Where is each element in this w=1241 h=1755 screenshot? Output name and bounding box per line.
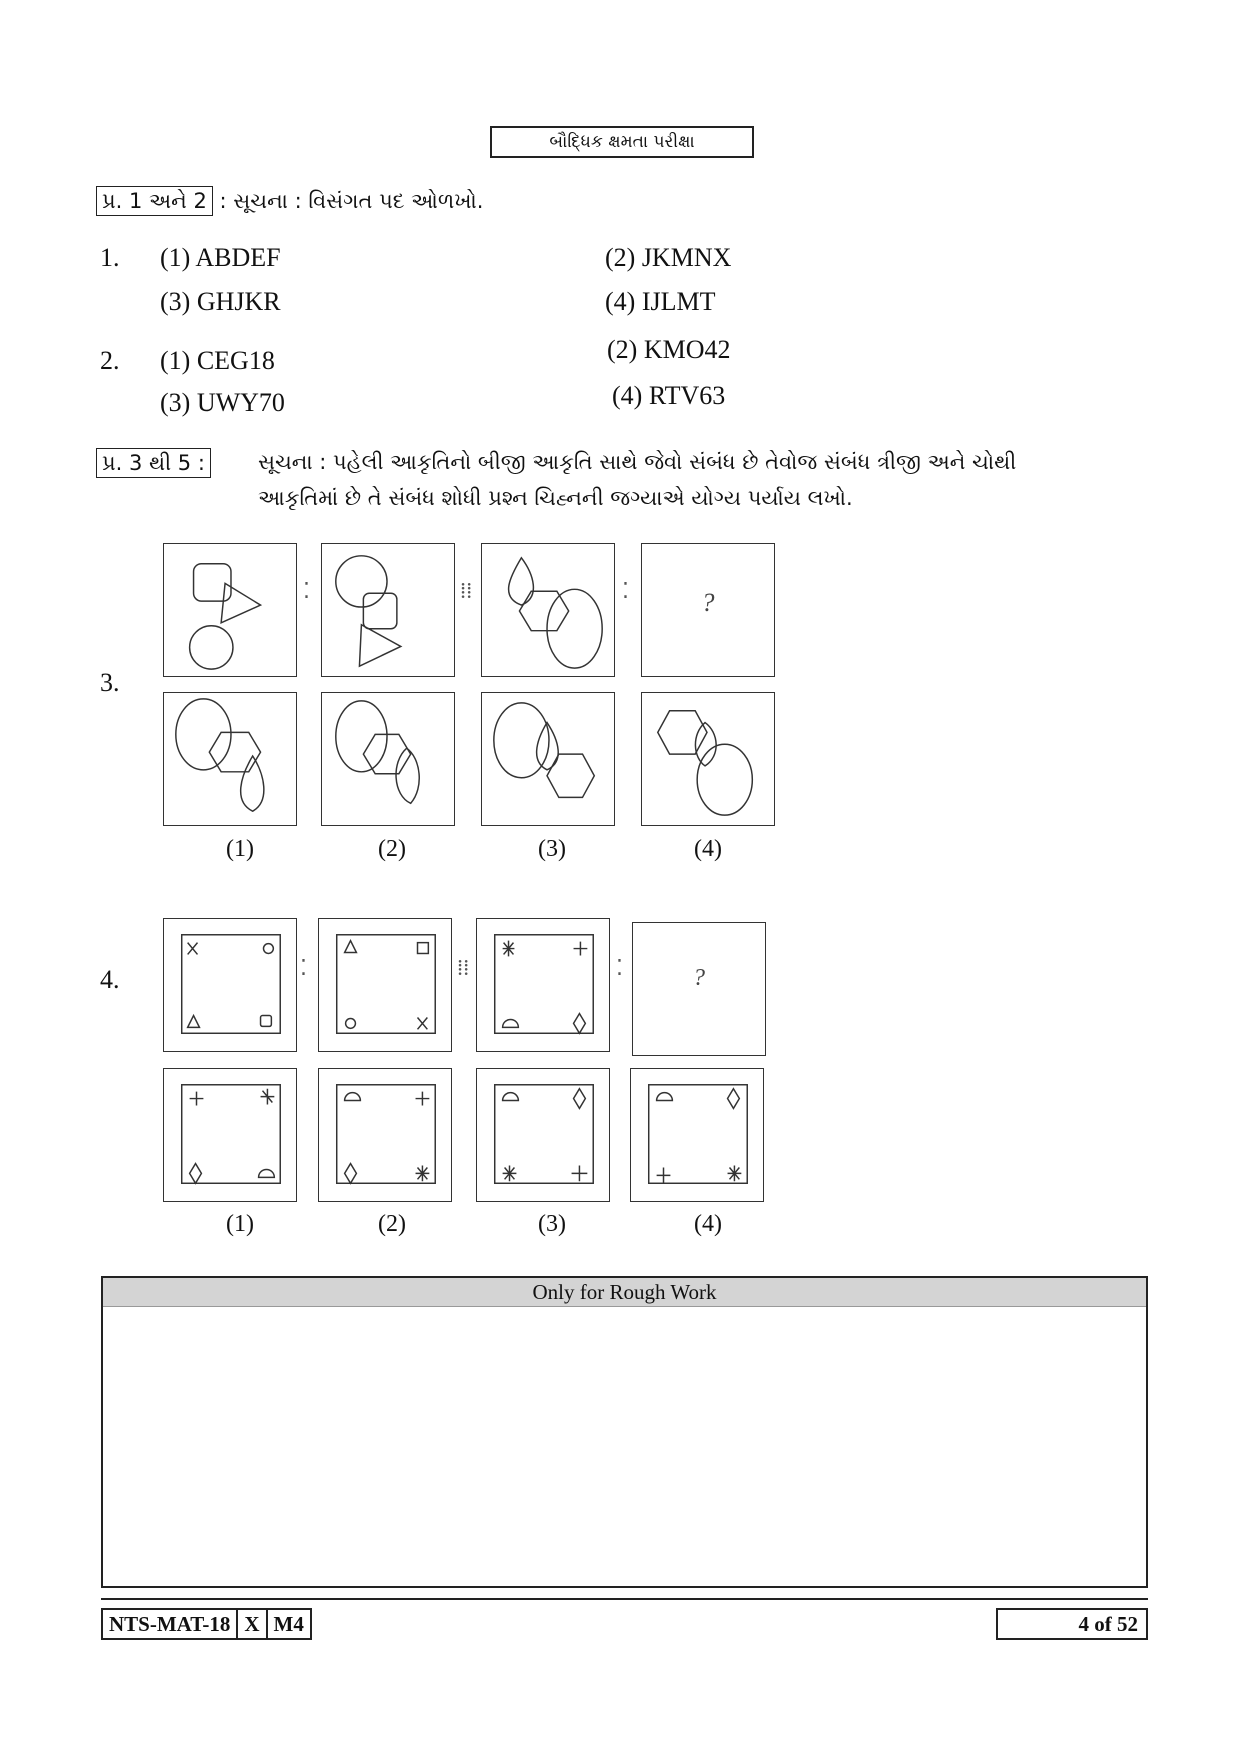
q4-problem-figure-4 [632, 922, 766, 1056]
q3-ratio-colon-2: ⁚ [622, 578, 629, 603]
footer-paper-code: NTS-MAT-18 [103, 1610, 238, 1638]
footer-rule [101, 1598, 1148, 1600]
q3-answer-figure-4[interactable] [641, 692, 775, 826]
q3-label-4: (4) [694, 836, 722, 862]
q4-label-2: (2) [378, 1211, 406, 1237]
q1-option-1: (1) ABDEF [160, 243, 281, 272]
q4-problem-figure-3 [476, 918, 610, 1052]
q1-option-4: (4) IJLMT [605, 287, 716, 316]
q3-problem-figure-2 [321, 543, 455, 677]
q4-ratio-colon-2: ⁚ [616, 955, 623, 980]
q3-answer-figure-2[interactable] [321, 692, 455, 826]
section2-tag: પ્ર. 3 થી 5 : [96, 448, 211, 478]
q4-answer-figure-2[interactable] [318, 1068, 452, 1202]
section2-tag-wrap [96, 448, 211, 478]
q1-number: 1. [100, 243, 120, 272]
q1-option-3: (3) GHJKR [160, 287, 281, 316]
q4-label-4: (4) [694, 1211, 722, 1237]
section2-line2: આકૃતિમાં છે તે સંબંધ શોધી પ્રશ્ન ચિહ્નની જગ્યાએ યોગ્ય પર્યાય લખો. [258, 486, 853, 510]
q3-problem-figure-1 [163, 543, 297, 677]
q4-ratio-colon: ⁚ [300, 955, 307, 980]
footer-set: M4 [273, 1612, 304, 1636]
section1-text: : સૂચના : વિસંગત પદ ઓળખો. [219, 189, 484, 213]
q4-problem-figure-1 [163, 918, 297, 1052]
q3-label-3: (3) [538, 836, 566, 862]
q3-ratio-colon: ⁚ [303, 578, 310, 603]
q2-option-1: (1) CEG18 [160, 346, 275, 375]
q4-problem-figure-2 [318, 918, 452, 1052]
q2-option-2: (2) KMO42 [607, 335, 731, 364]
q3-number: 3. [100, 668, 120, 697]
section1-instruction [96, 186, 483, 216]
q4-answer-figure-4[interactable] [630, 1068, 764, 1202]
q4-proportion-colon: ⁞⁞ [457, 955, 470, 980]
q4-question-mark: ? [693, 965, 705, 991]
q4-label-3: (3) [538, 1211, 566, 1237]
rough-work-box [101, 1276, 1148, 1588]
q4-answer-figure-1[interactable] [163, 1068, 297, 1202]
footer-code-box [101, 1608, 312, 1640]
section-title: બૌદ્ધિક ક્ષમતા પરીક્ષા [490, 126, 754, 158]
q3-label-1: (1) [226, 836, 254, 862]
q3-proportion-colon: ⁞⁞ [460, 578, 473, 603]
q4-number: 4. [100, 965, 120, 994]
q3-answer-figure-1[interactable] [163, 692, 297, 826]
section2-line1: સૂચના : પહેલી આકૃતિનો બીજી આકૃતિ સાથે જેવો સંબંધ છે તેવોજ સંબંધ ત્રીજી અને ચોથી [258, 450, 1017, 474]
rough-work-title: Only for Rough Work [103, 1278, 1146, 1307]
q2-option-4: (4) RTV63 [612, 381, 726, 410]
q2-number: 2. [100, 346, 120, 375]
q3-question-mark: ? [701, 588, 715, 617]
q1-option-2: (2) JKMNX [605, 243, 732, 272]
q4-answer-figure-3[interactable] [476, 1068, 610, 1202]
section1-tag: પ્ર. 1 અને 2 [96, 186, 213, 216]
q3-problem-figure-3 [481, 543, 615, 677]
q2-option-3: (3) UWY70 [160, 388, 285, 417]
q3-label-2: (2) [378, 836, 406, 862]
q3-answer-figure-3[interactable] [481, 692, 615, 826]
q3-problem-figure-4 [641, 543, 775, 677]
footer-page-number: 4 of 52 [996, 1608, 1148, 1640]
q4-label-1: (1) [226, 1211, 254, 1237]
footer-standard: X [238, 1610, 267, 1638]
